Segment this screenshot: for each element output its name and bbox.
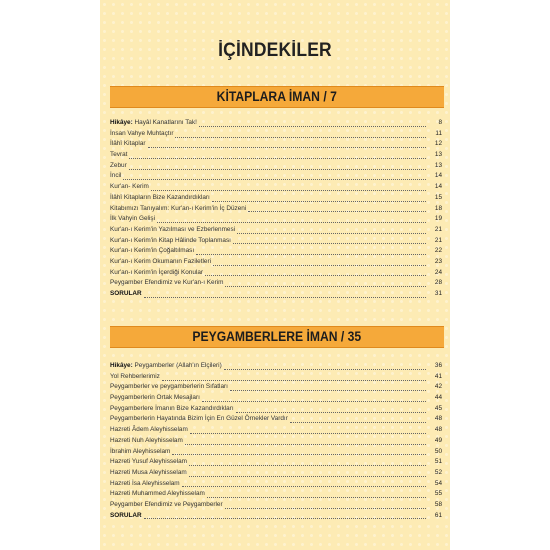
dot-leader xyxy=(196,248,426,255)
toc-entry-text: Peygamberler (Allah'ın Elçileri) xyxy=(132,362,222,369)
toc-entry-text: Kitabımızı Tanıyalım: Kur'an-ı Kerim'in İç Düzeni xyxy=(110,204,247,212)
toc-page-number: 8 xyxy=(438,119,442,126)
toc-entry xyxy=(110,150,442,161)
toc-entry-text: Hazreti Nuh Aleyhisselam xyxy=(110,436,183,444)
dot-leader xyxy=(190,427,426,434)
toc-page-number: 50 xyxy=(434,447,442,455)
toc-entry-text: Zebur xyxy=(110,161,127,169)
dot-leader xyxy=(213,259,426,266)
toc-entry-text: İnsan Vahye Muhtaçtır xyxy=(110,129,174,137)
toc-entry xyxy=(110,225,442,236)
toc-entry-text: Hayâl Kanatlarını Tak! xyxy=(132,119,197,126)
dot-leader xyxy=(189,459,426,466)
toc-page-number: 24 xyxy=(434,268,442,276)
toc-page-number: 15 xyxy=(434,193,442,201)
toc-entry xyxy=(110,489,442,500)
dot-leader xyxy=(225,502,426,509)
dot-leader xyxy=(185,438,426,445)
toc-entry-title xyxy=(110,129,173,140)
toc-page-number: 54 xyxy=(434,479,442,487)
toc-entry-title xyxy=(110,479,180,490)
toc-entry xyxy=(110,182,442,193)
toc-page-number: 23 xyxy=(434,257,442,265)
toc-entry-text: Kur'an-ı Kerim Okumanın Faziletleri xyxy=(110,257,212,265)
toc-entry-title xyxy=(110,289,142,300)
toc-entry xyxy=(110,236,442,247)
dot-leader xyxy=(205,269,426,276)
dot-leader xyxy=(225,280,426,287)
toc-entry xyxy=(110,289,442,300)
toc-entry xyxy=(110,500,442,511)
toc-entry-title xyxy=(110,193,210,204)
toc-page-number: 13 xyxy=(434,151,442,159)
page-title: İÇİNDEKİLER xyxy=(218,40,332,61)
toc-entry xyxy=(110,436,442,447)
toc-page-number: 12 xyxy=(434,140,442,148)
dot-leader xyxy=(199,120,426,127)
toc-page-number: 28 xyxy=(434,279,442,287)
toc-list-kitaplara-iman xyxy=(110,118,442,300)
toc-entry-title xyxy=(110,161,127,172)
toc-entry-title xyxy=(110,171,121,182)
toc-page-number: 21 xyxy=(434,236,442,244)
dot-leader xyxy=(144,291,426,298)
toc-entry-title xyxy=(110,404,234,415)
toc-page-number: 51 xyxy=(434,458,442,466)
toc-entry-title xyxy=(110,393,200,404)
toc-entry xyxy=(110,511,442,522)
toc-page-number: 22 xyxy=(434,247,442,255)
toc-page-number: 41 xyxy=(434,372,442,380)
toc-entry-text: Peygamberlerin Hayatında Bizim İçin En Güzel Örnekler Vardır xyxy=(110,415,288,423)
toc-entry xyxy=(110,361,442,372)
toc-entry-text: Hazreti Yusuf Aleyhisselam xyxy=(110,458,187,466)
toc-page-number: 45 xyxy=(434,404,442,412)
section-heading-peygamberlere-iman xyxy=(110,326,444,348)
toc-entry-title xyxy=(110,382,228,393)
dot-leader xyxy=(123,173,426,180)
dot-leader xyxy=(236,406,426,413)
toc-page-number: 61 xyxy=(434,511,442,519)
section-heading-kitaplara-iman xyxy=(110,86,444,108)
toc-entry-title xyxy=(110,361,222,372)
toc-entry xyxy=(110,404,442,415)
toc-page-number: 18 xyxy=(434,204,442,212)
dot-leader xyxy=(151,184,426,191)
section-heading-text: KİTAPLARA İMAN / 7 xyxy=(216,89,338,104)
toc-entry-title xyxy=(110,500,223,511)
dot-leader xyxy=(172,448,426,455)
toc-page-number: 49 xyxy=(434,436,442,444)
toc-entry xyxy=(110,214,442,225)
book-page xyxy=(100,0,450,550)
toc-page-number: 58 xyxy=(434,500,442,508)
toc-page-number: 19 xyxy=(434,215,442,223)
toc-entry-text: Kur'an-ı Kerim'in Kitap Hâlinde Toplanması xyxy=(110,236,231,244)
toc-entry-title xyxy=(110,214,155,225)
dot-leader xyxy=(207,491,426,498)
toc-entry-title xyxy=(110,246,194,257)
toc-entry xyxy=(110,382,442,393)
dot-leader xyxy=(290,416,426,423)
toc-entry-text: Tevrat xyxy=(110,151,128,159)
toc-entry-title xyxy=(110,139,146,150)
dot-leader xyxy=(212,195,426,202)
toc-entry-text: İbrahim Aleyhisselam xyxy=(110,447,171,455)
toc-entry-title xyxy=(110,236,231,247)
toc-entry xyxy=(110,372,442,383)
toc-entry-title xyxy=(110,278,223,289)
toc-entry xyxy=(110,457,442,468)
toc-entry xyxy=(110,425,442,436)
toc-entry-text: Peygamberlere İmanın Bize Kazandırdıkları xyxy=(110,404,234,412)
toc-entry-text: Hazreti İsa Aleyhisselam xyxy=(110,479,180,487)
toc-page-number: 55 xyxy=(434,490,442,498)
toc-entry-text: Kur'an-ı Kerim'in Yazılması ve Ezberlenmesi xyxy=(110,225,236,233)
dot-leader xyxy=(162,374,426,381)
dot-leader xyxy=(189,470,426,477)
toc-entry xyxy=(110,278,442,289)
toc-entry xyxy=(110,268,442,279)
toc-entry-title xyxy=(110,268,203,279)
toc-entry xyxy=(110,204,442,215)
toc-page-number: 36 xyxy=(434,362,442,369)
toc-entry-text: Yol Rehberlerimiz xyxy=(110,372,160,380)
toc-entry-prefix: SORULAR xyxy=(110,290,142,297)
toc-entry-title xyxy=(110,447,170,458)
toc-entry xyxy=(110,193,442,204)
toc-page-number: 31 xyxy=(434,290,442,297)
dot-leader xyxy=(237,227,426,234)
toc-entry-title xyxy=(110,468,187,479)
toc-entry-text: Kur'an-ı Kerim'in İçerdiği Konular xyxy=(110,268,204,276)
dot-leader xyxy=(175,131,426,138)
toc-entry-title xyxy=(110,436,183,447)
toc-entry-title xyxy=(110,150,127,161)
toc-entry xyxy=(110,479,442,490)
toc-entry-title xyxy=(110,414,288,425)
toc-page-number: 48 xyxy=(434,415,442,423)
dot-leader xyxy=(230,384,426,391)
toc-page-number: 14 xyxy=(434,183,442,191)
toc-page-number: 13 xyxy=(434,161,442,169)
toc-entry xyxy=(110,171,442,182)
toc-page-number: 52 xyxy=(434,468,442,476)
dot-leader xyxy=(148,141,426,148)
dot-leader xyxy=(157,216,426,223)
toc-page-number: 21 xyxy=(434,225,442,233)
section-heading-text: PEYGAMBERLERE İMAN / 35 xyxy=(192,329,362,344)
dot-leader xyxy=(248,205,426,212)
toc-entry xyxy=(110,257,442,268)
toc-entry xyxy=(110,161,442,172)
toc-entry-text: Peygamberlerin Ortak Mesajları xyxy=(110,394,200,402)
toc-page-number: 14 xyxy=(434,172,442,180)
toc-entry xyxy=(110,118,442,129)
dot-leader xyxy=(182,480,426,487)
toc-entry-text: İlâhî Kitapların Bize Kazandırdıkları xyxy=(110,193,210,201)
toc-entry-prefix: SORULAR xyxy=(110,511,142,519)
toc-entry xyxy=(110,393,442,404)
toc-page-number: 42 xyxy=(434,383,442,391)
toc-entry-title xyxy=(110,511,142,522)
toc-list-peygamberlere-iman xyxy=(110,361,442,521)
dot-leader xyxy=(129,152,426,159)
toc-entry xyxy=(110,414,442,425)
toc-entry-text: Peygamber Efendimiz ve Peygamberler xyxy=(110,500,223,508)
toc-entry xyxy=(110,139,442,150)
toc-entry-title xyxy=(110,489,205,500)
toc-entry-text: Hazreti Âdem Aleyhisselam xyxy=(110,426,188,434)
dot-leader xyxy=(224,363,426,370)
toc-entry-title xyxy=(110,425,188,436)
toc-entry-text: Hazreti Musa Aleyhisselam xyxy=(110,468,187,476)
toc-page-number: 48 xyxy=(434,426,442,434)
toc-page-number: 44 xyxy=(434,394,442,402)
toc-entry-title xyxy=(110,225,235,236)
dot-leader xyxy=(144,512,426,519)
toc-entry-text: İlâhî Kitaplar xyxy=(110,140,146,148)
toc-entry-text: Kur'an- Kerim xyxy=(110,183,149,191)
toc-entry-prefix: Hikâye: xyxy=(110,362,133,369)
toc-entry xyxy=(110,468,442,479)
toc-entry xyxy=(110,129,442,140)
toc-entry xyxy=(110,246,442,257)
toc-entry-text: Peygamberler ve peygamberlerin Sıfatları xyxy=(110,383,228,391)
toc-entry-text: İlk Vahyin Gelişi xyxy=(110,215,155,223)
toc-entry-title xyxy=(110,257,211,268)
dot-leader xyxy=(129,163,426,170)
toc-page-number: 11 xyxy=(435,129,442,137)
toc-entry-text: Hazreti Muhammed Aleyhisselam xyxy=(110,490,205,498)
toc-entry-title xyxy=(110,204,246,215)
toc-entry-text: Kur'an-ı Kerim'in Çoğaltılması xyxy=(110,247,195,255)
toc-entry-text: Peygamber Efendimiz ve Kur'an-ı Kerim xyxy=(110,279,224,287)
toc-entry-title xyxy=(110,182,149,193)
dot-leader xyxy=(233,237,426,244)
toc-entry-prefix: Hikâye: xyxy=(110,119,133,126)
dot-leader xyxy=(202,395,426,402)
toc-entry-title xyxy=(110,457,187,468)
toc-entry xyxy=(110,447,442,458)
toc-entry-title xyxy=(110,372,160,383)
toc-entry-title xyxy=(110,118,197,129)
toc-entry-text: İncil xyxy=(110,172,122,180)
